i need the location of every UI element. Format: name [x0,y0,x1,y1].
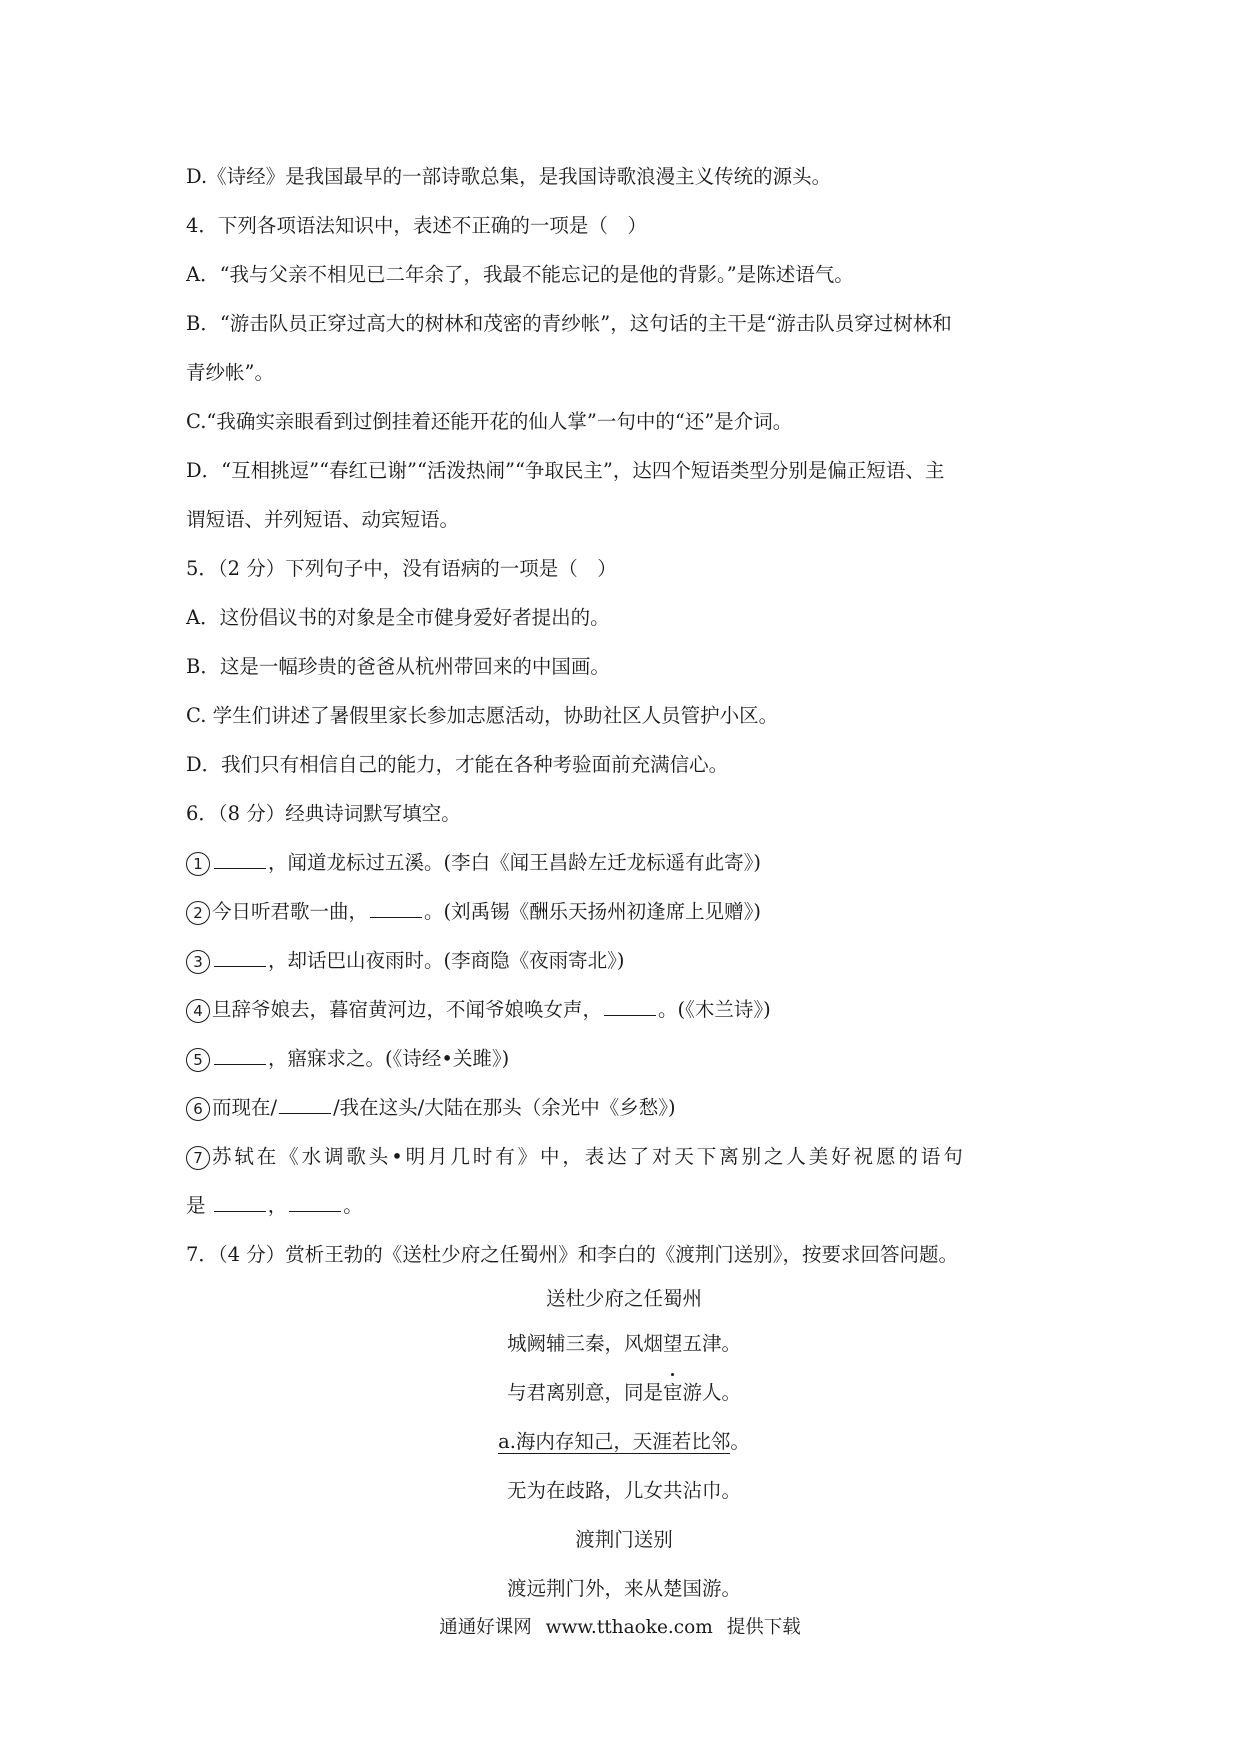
footer-url: www.tthaoke.com [545,1617,713,1638]
fill-text: ，闻道龙标过五溪。(李白《闻王昌龄左迁龙标遥有此寄》) [268,851,761,874]
document-content [186,152,1062,1613]
poem-text: 。 [730,1430,750,1453]
q5-option-d: D．我们只有相信自己的能力，才能在各种考验面前充满信心。 [186,753,729,776]
poem-line: 无为在歧路，儿女共沾巾。 [506,1479,741,1502]
fill-text: /我在这头/大陆在那头（余光中《乡愁》) [333,1096,676,1119]
emphasized-char: 望 [663,1319,683,1368]
poem-du-jingmen [186,1515,1062,1613]
fill-text: 。 [343,1194,363,1217]
answer-blank[interactable] [214,1189,266,1212]
circled-number: 5 [186,1048,210,1072]
circled-number: 6 [186,1097,210,1121]
q5-option-a: A．这份倡议书的对象是全市健身爱好者提出的。 [186,606,610,629]
poem-line: 与君离别意，同是宦游人。 [506,1381,741,1404]
circled-number: 4 [186,999,210,1023]
circled-number: 1 [186,852,210,876]
fill-item-6 [186,1083,1062,1132]
poem-text: 五津。 [682,1332,742,1355]
option-d-shijing: D.《诗经》是我国最早的一部诗歌总集，是我国诗歌浪漫主义传统的源头。 [186,165,832,188]
fill-item-7 [186,1132,1062,1181]
poem-title: 送杜少府之任蜀州 [545,1287,702,1310]
fill-text: ， [267,1194,288,1217]
poem-line [186,1319,1062,1368]
q4-option-b: B．“游击队员正穿过高大的树林和茂密的青纱帐”，这句话的主干是“游击队员穿过树林和 [186,312,952,335]
footer-note: 提供下载 [726,1617,801,1638]
fill-text: 今日听君歌一曲， [212,900,369,923]
fill-item-7-cont [186,1181,1062,1230]
poem-title: 渡荆门送别 [575,1528,673,1551]
fill-text: ，寤寐求之。(《诗经•关雎》) [268,1047,510,1070]
fill-text: 。(刘禹锡《酬乐天扬州初逢席上见赠》) [424,900,761,923]
poem-line: 渡远荆门外，来从楚国游。 [506,1577,741,1600]
question-7: 7．（4 分）赏析王勃的《送杜少府之任蜀州》和李白的《渡荆门送别》，按要求回答问题。 [186,1243,959,1266]
q5-option-b: B．这是一幅珍贵的爸爸从杭州带回来的中国画。 [186,655,610,678]
fill-item-4 [186,985,1062,1034]
question-6: 6．（8 分）经典诗词默写填空。 [186,802,461,825]
answer-blank[interactable] [289,1189,341,1212]
poem-song-du-shaofu [186,1279,1062,1515]
fill-item-2 [186,887,1062,936]
fill-item-5 [186,1034,1062,1083]
fill-text: 而现在/ [212,1096,278,1119]
fill-item-3 [186,936,1062,985]
circled-number: 3 [186,950,210,974]
question-5: 5．（2 分）下列句子中，没有语病的一项是（ ） [186,557,617,580]
q4-option-d-cont: 谓短语、并列短语、动宾短语。 [186,508,460,531]
fill-text: ，却话巴山夜雨时。(李商隐《夜雨寄北》) [268,949,625,972]
poem-text: 城阙辅三秦，风烟 [506,1332,663,1355]
fill-item-1 [186,838,1062,887]
circled-number: 2 [186,901,210,925]
answer-blank[interactable] [370,895,422,918]
q4-option-c: C.“我确实亲眼看到过倒挂着还能开花的仙人掌”一句中的“还”是介词。 [186,410,793,433]
fill-text: 是 [186,1194,206,1217]
answer-blank[interactable] [214,846,266,869]
q5-option-c: C. 学生们讲述了暑假里家长参加志愿活动，协助社区人员管护小区。 [186,704,779,727]
answer-blank[interactable] [279,1091,331,1114]
q4-option-b-cont: 青纱帐”。 [186,361,274,384]
q4-option-d: D．“互相挑逗”“春红已谢”“活泼热闹”“争取民主”，达四个短语类型分别是偏正短语、主 [186,459,945,482]
footer-site-name: 通通好课网 [439,1617,532,1638]
answer-blank[interactable] [604,993,656,1016]
poem-line [186,1417,1062,1466]
circled-number: 7 [186,1146,210,1170]
fill-text: 旦辞爷娘去，暮宿黄河边，不闻爷娘唤女声， [212,998,603,1021]
fill-text: 。(《木兰诗》) [658,998,771,1021]
answer-blank[interactable] [214,944,266,967]
q4-option-a: A．“我与父亲不相见已二年余了，我最不能忘记的是他的背影。”是陈述语气。 [186,263,854,286]
question-4: 4．下列各项语法知识中，表述不正确的一项是（ ） [186,214,647,237]
answer-blank[interactable] [214,1042,266,1065]
underlined-line-a: a.海内存知己，天涯若比邻 [498,1430,731,1453]
fill-text: 苏轼在《水调歌头•明月几时有》中，表达了对天下离别之人美好祝愿的语句 [212,1145,966,1168]
page-footer [0,1614,1240,1642]
